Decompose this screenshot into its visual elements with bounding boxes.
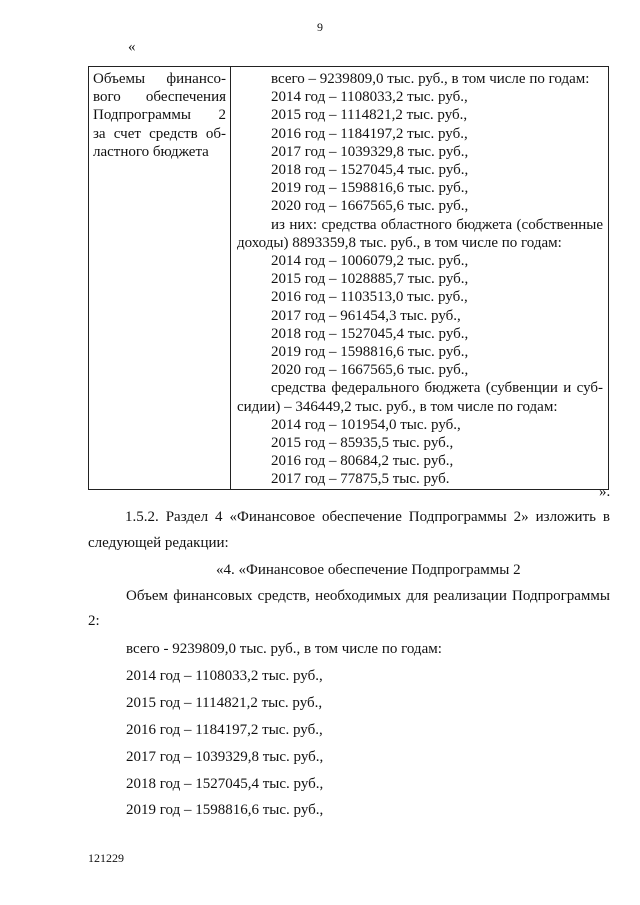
table-row [89,67,609,490]
document-code: 121229 [88,851,124,865]
label-line: Подпрограммы 2 [93,107,226,124]
value-line: 2017 год – 77875,5 тыс. руб. [271,471,450,488]
table-cell-values [231,67,609,490]
value-line: 2016 год – 80684,2 тыс. руб., [271,453,454,470]
value-line: 2015 год – 85935,5 тыс. руб., [271,435,454,452]
value-line: 2019 год – 1598816,6 тыс. руб., [271,344,469,361]
value-lines [231,67,608,489]
value-line: 2014 год – 1006079,2 тыс. руб., [271,253,469,270]
financing-table [88,66,609,490]
label-line: за счет средств об- [93,125,226,142]
value-line: 2015 год – 1028885,7 тыс. руб., [271,271,469,288]
value-line: средства федерального бюджета (субвенции и суб- [271,380,603,397]
year-line: 2016 год – 1184197,2 тыс. руб., [126,722,323,738]
label-line: Объемы финансо- [93,71,226,87]
value-line: доходы) 8893359,8 тыс. руб., в том числе по годам: [237,234,562,251]
value-line: 2015 год – 1114821,2 тыс. руб., [271,107,468,124]
value-line: 2019 год – 1598816,6 тыс. руб., [271,180,469,197]
closing-quote: ». [599,484,611,500]
section-heading: «4. «Финансовое обеспечение Подпрограммы 2 [216,562,521,578]
year-line: 2017 год – 1039329,8 тыс. руб., [126,749,324,765]
label-lines [89,67,230,161]
total-line: всего - 9239809,0 тыс. руб., в том числе по годам: [126,641,442,657]
value-line: 2016 год – 1103513,0 тыс. руб., [271,289,468,306]
year-line: 2014 год – 1108033,2 тыс. руб., [126,668,323,684]
value-line: 2017 год – 1039329,8 тыс. руб., [271,143,469,160]
label-line: вого обеспечения [93,89,226,106]
paragraph-2-line-1: Объем финансовых средств, необходимых для реализации Подпрограммы [126,588,610,604]
value-line: 2020 год – 1667565,6 тыс. руб., [271,198,469,215]
value-line: 2014 год – 1108033,2 тыс. руб., [271,89,468,106]
year-line: 2019 год – 1598816,6 тыс. руб., [126,802,324,818]
opening-quote: « [128,39,136,55]
value-line: 2014 год – 101954,0 тыс. руб., [271,416,461,433]
year-line: 2018 год – 1527045,4 тыс. руб., [126,776,324,792]
value-line: 2018 год – 1527045,4 тыс. руб., [271,325,469,342]
value-line: 2016 год – 1184197,2 тыс. руб., [271,125,468,142]
year-line: 2015 год – 1114821,2 тыс. руб., [126,695,323,711]
paragraph-2-line-2: 2: [88,613,100,629]
page-number: 9 [317,20,323,34]
table-cell-label [89,67,231,490]
value-line: всего – 9239809,0 тыс. руб., в том числе по годам: [271,71,590,87]
value-line: 2018 год – 1527045,4 тыс. руб., [271,162,469,179]
paragraph-1-line-2: следующей редакции: [88,535,229,551]
value-line: из них: средства областного бюджета (собственные [271,216,603,233]
paragraph-1-line-1: 1.5.2. Раздел 4 «Финансовое обеспечение Подпрограммы 2» изложить в [125,509,610,525]
label-line: ластного бюджета [93,143,209,160]
value-line: 2017 год – 961454,3 тыс. руб., [271,307,461,324]
value-line: 2020 год – 1667565,6 тыс. руб., [271,362,469,379]
value-line: сидии) – 346449,2 тыс. руб., в том числе по годам: [237,398,558,415]
